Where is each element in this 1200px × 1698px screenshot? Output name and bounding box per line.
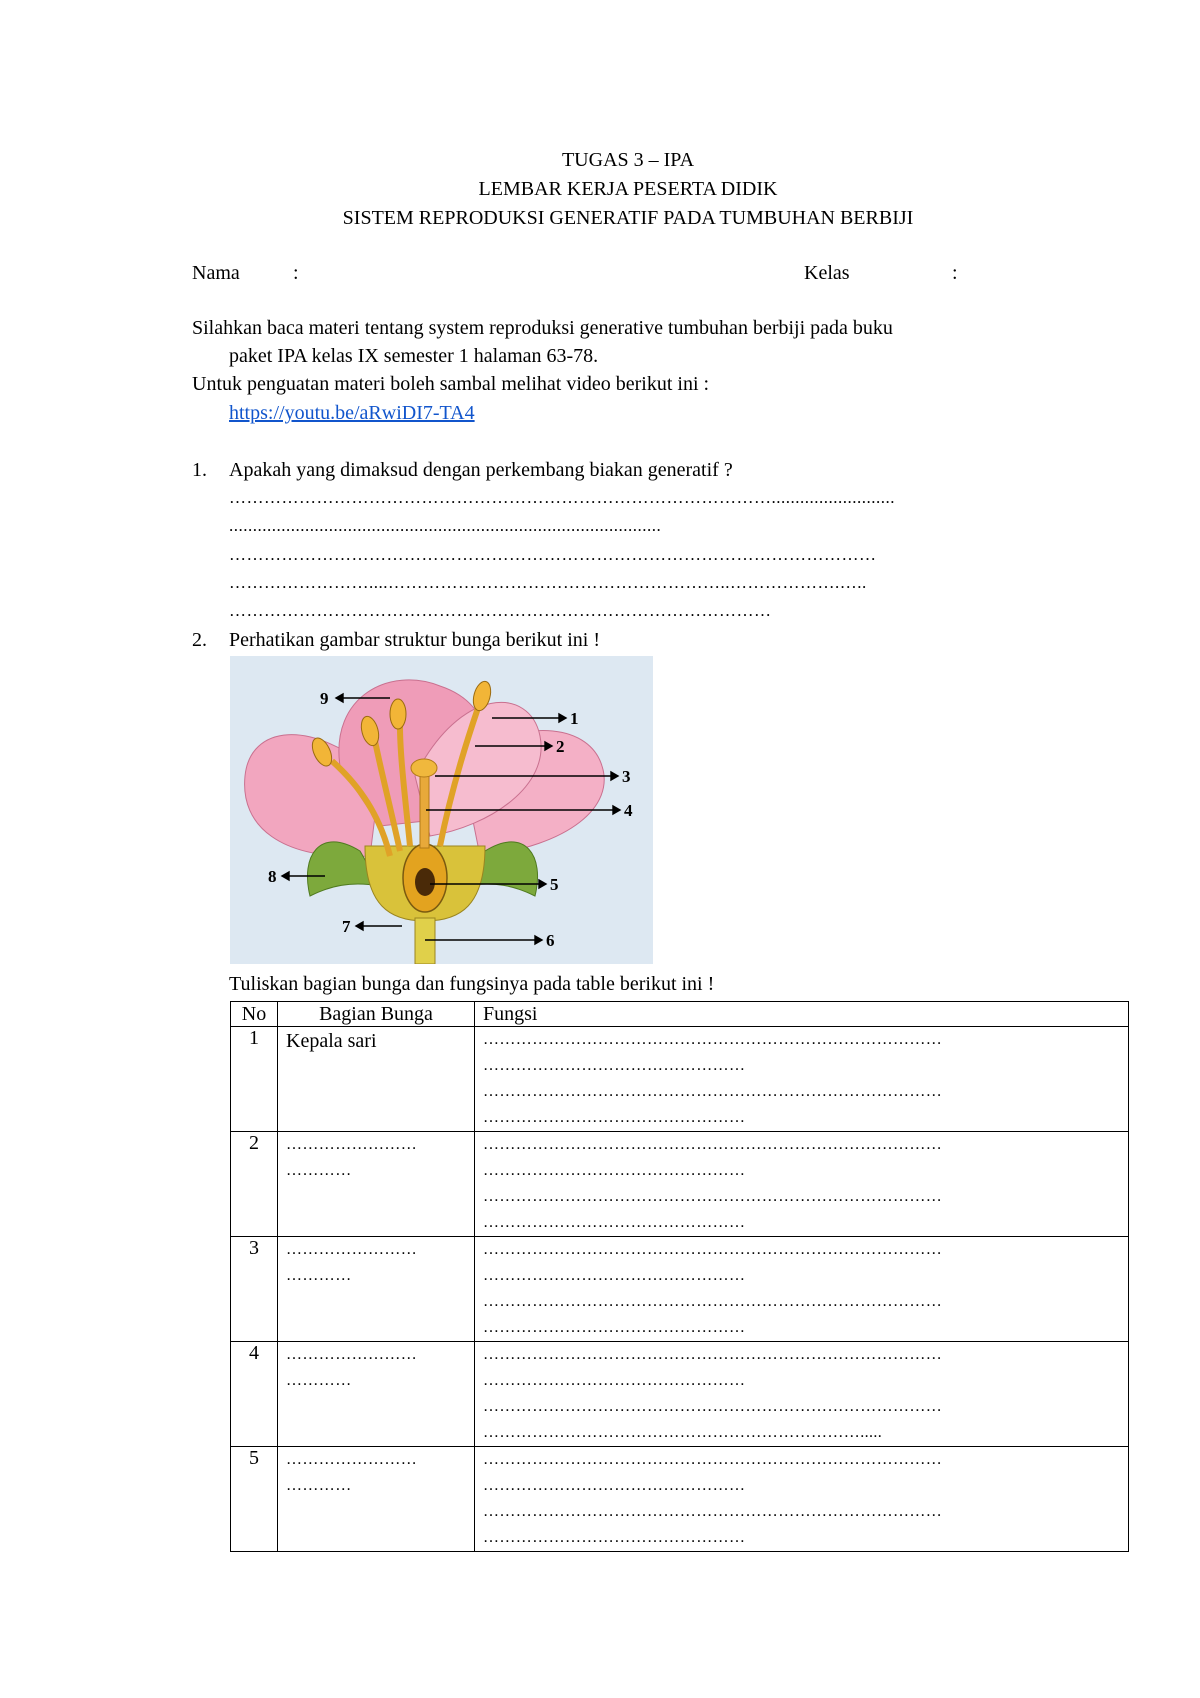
- fungsi-line[interactable]: …………………………………………………………………………: [483, 1136, 943, 1153]
- kelas-label: Kelas: [804, 262, 850, 284]
- table-row: [231, 1027, 1129, 1132]
- video-link[interactable]: https://youtu.be/aRwiDI7-TA4: [229, 402, 475, 424]
- table-row: [231, 1342, 1129, 1447]
- fungsi-line[interactable]: …………………………………………………………………………: [483, 1503, 943, 1520]
- fungsi-line[interactable]: …………………………………………: [483, 1372, 746, 1389]
- flower-stalk: [415, 918, 435, 964]
- row-number: 5: [231, 1447, 278, 1552]
- table-header-row: [231, 1002, 1129, 1027]
- fungsi-line[interactable]: …………………………………………………………………………: [483, 1031, 943, 1048]
- fungsi-line[interactable]: …………………………………………: [483, 1057, 746, 1074]
- fungsi-line[interactable]: …………………………………………: [483, 1477, 746, 1494]
- bagian-line[interactable]: ……………………: [286, 1451, 418, 1468]
- q2-text: Perhatikan gambar struktur bunga berikut ini !: [229, 629, 601, 651]
- q1-answer-line[interactable]: ...........................................................................................: [229, 516, 662, 535]
- bagian-line[interactable]: …………: [286, 1267, 352, 1284]
- figure-label: 1: [570, 709, 579, 728]
- fungsi-line[interactable]: …………………………………………………………………………: [483, 1346, 943, 1363]
- table-row: [231, 1447, 1129, 1552]
- fungsi-line[interactable]: …………………………………………………………………………: [483, 1083, 943, 1100]
- fungsi-line[interactable]: …………………………………………: [483, 1109, 746, 1126]
- figure-label: 7: [342, 917, 351, 936]
- figure-label: 9: [320, 689, 329, 708]
- bagian-cell[interactable]: [278, 1132, 475, 1237]
- kelas-colon: :: [952, 262, 958, 284]
- nama-label: Nama: [192, 262, 240, 284]
- fungsi-line[interactable]: …………………………………………………………………………: [483, 1398, 943, 1415]
- fungsi-line[interactable]: …………………………………………………………………………: [483, 1241, 943, 1258]
- bagian-cell[interactable]: [278, 1447, 475, 1552]
- bagian-line[interactable]: ……………………: [286, 1346, 418, 1363]
- intro-line-3: Untuk penguatan materi boleh sambal melihat video berikut ini :: [192, 373, 710, 395]
- style: [420, 768, 429, 848]
- nama-colon: :: [293, 262, 299, 284]
- fungsi-line[interactable]: …………………………………………: [483, 1267, 746, 1284]
- intro-line-1: Silahkan baca materi tentang system reproduksi generative tumbuhan berbiji pada buku: [192, 317, 893, 339]
- flower-structure-figure: [230, 656, 653, 964]
- q1-answer-line[interactable]: …………………………………………………………………………………………………: [229, 545, 877, 564]
- bagian-line[interactable]: ……………………: [286, 1241, 418, 1258]
- bagian-cell: [278, 1027, 475, 1132]
- fungsi-cell[interactable]: [475, 1027, 1129, 1132]
- fungsi-cell[interactable]: [475, 1132, 1129, 1237]
- figure-label: 3: [622, 767, 631, 786]
- fungsi-line[interactable]: …………………………………………: [483, 1162, 746, 1179]
- flower-parts-table: [230, 1001, 1129, 1552]
- figure-label: 6: [546, 931, 555, 950]
- fungsi-line[interactable]: …………………………………………………………………………: [483, 1188, 943, 1205]
- bagian-cell[interactable]: [278, 1237, 475, 1342]
- bagian-line[interactable]: …………: [286, 1162, 352, 1179]
- q1-answer-line[interactable]: ……………………....…………………………………………………..……………….…..: [229, 573, 867, 592]
- fungsi-cell[interactable]: [475, 1447, 1129, 1552]
- figure-label: 5: [550, 875, 559, 894]
- row-number: 3: [231, 1237, 278, 1342]
- bagian-line[interactable]: ……………………: [286, 1136, 418, 1153]
- fungsi-line[interactable]: …………………………………………………………….....: [483, 1424, 883, 1441]
- q1-answer-line[interactable]: …………………………………………………………………………………..........................: [229, 488, 895, 507]
- stigma: [411, 759, 437, 777]
- fungsi-cell[interactable]: [475, 1237, 1129, 1342]
- q1-answer-line[interactable]: …………………………………………………………………………………: [229, 601, 772, 620]
- intro-line-2: paket IPA kelas IX semester 1 halaman 63-78.: [229, 345, 599, 367]
- bagian-name: Kepala sari: [286, 1030, 377, 1052]
- table-row: [231, 1237, 1129, 1342]
- header-no: No: [231, 1002, 278, 1027]
- header-fungsi: Fungsi: [475, 1002, 1129, 1027]
- doc-topic: SISTEM REPRODUKSI GENERATIF PADA TUMBUHAN BERBIJI: [342, 207, 914, 229]
- anther: [390, 699, 406, 729]
- row-number: 2: [231, 1132, 278, 1237]
- q1-text: Apakah yang dimaksud dengan perkembang biakan generatif ?: [229, 459, 733, 481]
- bagian-line[interactable]: …………: [286, 1372, 352, 1389]
- q2-number: 2.: [192, 629, 207, 651]
- figure-label: 2: [556, 737, 565, 756]
- row-number: 4: [231, 1342, 278, 1447]
- bagian-line[interactable]: …………: [286, 1477, 352, 1494]
- fungsi-line[interactable]: …………………………………………: [483, 1319, 746, 1336]
- figure-label: 8: [268, 867, 277, 886]
- doc-subtitle: LEMBAR KERJA PESERTA DIDIK: [478, 178, 778, 200]
- fungsi-line[interactable]: …………………………………………………………………………: [483, 1451, 943, 1468]
- ovule: [415, 868, 435, 896]
- doc-title: TUGAS 3 – IPA: [561, 149, 695, 171]
- fungsi-line[interactable]: …………………………………………………………………………: [483, 1293, 943, 1310]
- table-instruction: Tuliskan bagian bunga dan fungsinya pada table berikut ini !: [229, 973, 715, 995]
- bagian-cell[interactable]: [278, 1342, 475, 1447]
- table-row: [231, 1132, 1129, 1237]
- row-number: 1: [231, 1027, 278, 1132]
- fungsi-cell[interactable]: [475, 1342, 1129, 1447]
- figure-label: 4: [624, 801, 633, 820]
- header-bagian-bunga: Bagian Bunga: [278, 1002, 475, 1027]
- q1-number: 1.: [192, 459, 207, 481]
- flower-diagram: [230, 656, 653, 964]
- fungsi-line[interactable]: …………………………………………: [483, 1529, 746, 1546]
- fungsi-line[interactable]: …………………………………………: [483, 1214, 746, 1231]
